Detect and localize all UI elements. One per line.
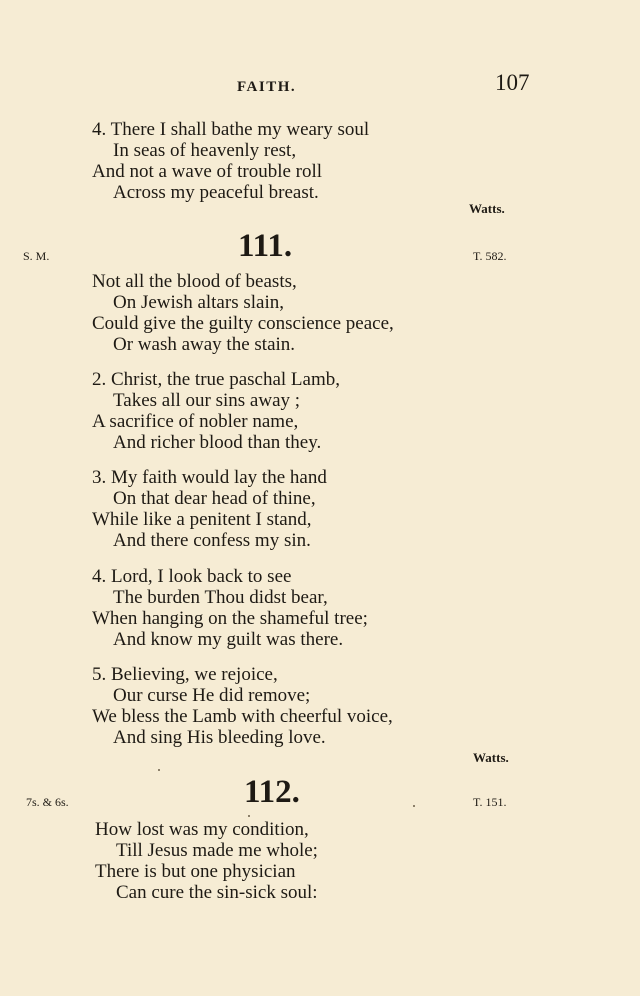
print-speck (413, 805, 415, 807)
verse-line: Or wash away the stain. (113, 334, 296, 355)
hymn-number: 112. (244, 774, 300, 810)
verse-line: 5. Believing, we rejoice, (92, 664, 278, 685)
verse-line: Our curse He did remove; (113, 685, 311, 706)
verse-line: 4. There I shall bathe my weary soul (92, 119, 370, 140)
verse-line: 4. Lord, I look back to see (92, 566, 292, 587)
hymn-tune: T. 582. (473, 249, 507, 263)
verse-line: Could give the guilty conscience peace, (92, 313, 394, 334)
verse-line: There is but one physician (95, 861, 296, 882)
verse-line: Till Jesus made me whole; (116, 840, 318, 861)
verse-line: And there confess my sin. (113, 530, 311, 551)
hymn-meter: S. M. (23, 249, 50, 263)
verse-line: 3. My faith would lay the hand (92, 467, 327, 488)
verse-line: On Jewish altars slain, (113, 292, 284, 313)
print-speck (248, 815, 250, 817)
verse-line: While like a penitent I stand, (92, 509, 312, 530)
verse-line: Can cure the sin-sick soul: (116, 882, 318, 903)
page-number: 107 (495, 70, 530, 95)
verse-line: Not all the blood of beasts, (92, 271, 297, 292)
verse-line: We bless the Lamb with cheerful voice, (92, 706, 393, 727)
verse-line: How lost was my condition, (95, 819, 309, 840)
verse-line: 2. Christ, the true paschal Lamb, (92, 369, 340, 390)
verse-line: Across my peaceful breast. (113, 182, 319, 203)
verse-line: In seas of heavenly rest, (113, 140, 297, 161)
page-header-title: FAITH. (237, 79, 297, 95)
attribution: Watts. (473, 750, 509, 765)
verse-line: When hanging on the shameful tree; (92, 608, 368, 629)
verse-line: Takes all our sins away ; (113, 390, 301, 411)
print-speck (158, 769, 160, 771)
verse-line: And not a wave of trouble roll (92, 161, 323, 182)
hymn-tune: T. 151. (473, 795, 507, 809)
verse-line: On that dear head of thine, (113, 488, 316, 509)
hymn-number: 111. (238, 228, 293, 264)
hymn-meter: 7s. & 6s. (26, 795, 69, 809)
verse-line: And know my guilt was there. (113, 629, 344, 650)
verse-line: And sing His bleeding love. (113, 727, 326, 748)
verse-line: And richer blood than they. (113, 432, 322, 453)
verse-line: The burden Thou didst bear, (113, 587, 328, 608)
attribution: Watts. (469, 201, 505, 216)
verse-line: A sacrifice of nobler name, (92, 411, 299, 432)
